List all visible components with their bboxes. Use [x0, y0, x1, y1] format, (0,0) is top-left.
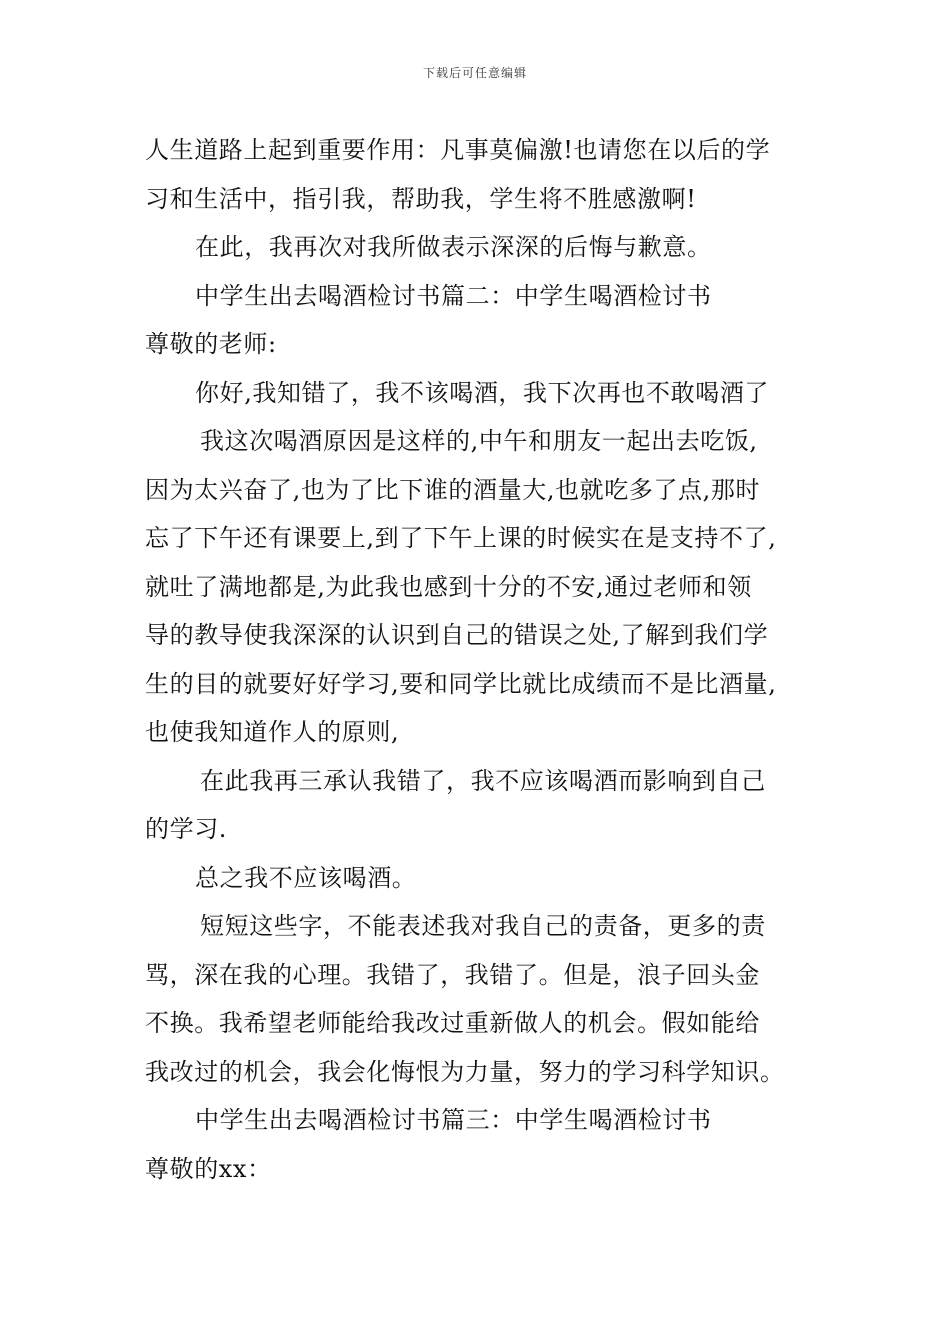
- text-line: 你好,我知错了，我不该喝酒，我下次再也不敢喝酒了: [195, 378, 770, 407]
- text-line: 因为太兴奋了,也为了比下谁的酒量大,也就吃多了点,那时: [145, 475, 761, 504]
- text-line: 的学习.: [145, 815, 228, 843]
- text-line: 我这次喝酒原因是这样的,中午和朋友一起出去吃饭,: [200, 427, 758, 455]
- text-line: 习和生活中，指引我，帮助我，学生将不胜感激啊!: [145, 184, 697, 213]
- section-heading: 中学生出去喝酒检讨书篇二：中学生喝酒检讨书: [195, 281, 712, 310]
- text-line: 导的教导使我深深的认识到自己的错误之处,了解到我们学: [145, 621, 769, 649]
- page-header: 下载后可任意编辑: [422, 66, 527, 80]
- salutation: 尊敬的老师:: [145, 330, 277, 358]
- text-line: 不换。我希望老师能给我改过重新做人的机会。假如能给: [145, 1009, 760, 1037]
- salutation: 尊敬的xx：: [145, 1154, 272, 1183]
- text-line: 人生道路上起到重要作用：凡事莫偏激!也请您在以后的学: [145, 136, 771, 164]
- text-line: 忘了下午还有课要上,到了下午上课的时候实在是支持不了,: [145, 524, 777, 552]
- document-body: [145, 126, 815, 1193]
- text-line: 骂，深在我的心理。我错了，我错了。但是，浪子回头金: [145, 960, 760, 989]
- section-heading: 中学生出去喝酒检讨书篇三：中学生喝酒检讨书: [195, 1106, 712, 1134]
- text-line: 短短这些字，不能表述我对我自己的责备，更多的责: [200, 912, 766, 940]
- text-line: 也使我知道作人的原则,: [145, 718, 400, 746]
- text-line: 在此，我再次对我所做表示深深的后悔与歉意。: [195, 233, 712, 261]
- text-line: 我改过的机会，我会化悔恨为力量，努力的学习科学知识。: [145, 1057, 785, 1086]
- text-line: 就吐了满地都是,为此我也感到十分的不安,通过老师和领: [145, 572, 752, 601]
- text-line: 总之我不应该喝酒。: [195, 863, 417, 892]
- text-line: 在此我再三承认我错了，我不应该喝酒而影响到自己: [200, 766, 766, 795]
- text-line: 生的目的就要好好学习,要和同学比就比成绩而不是比酒量,: [145, 669, 777, 698]
